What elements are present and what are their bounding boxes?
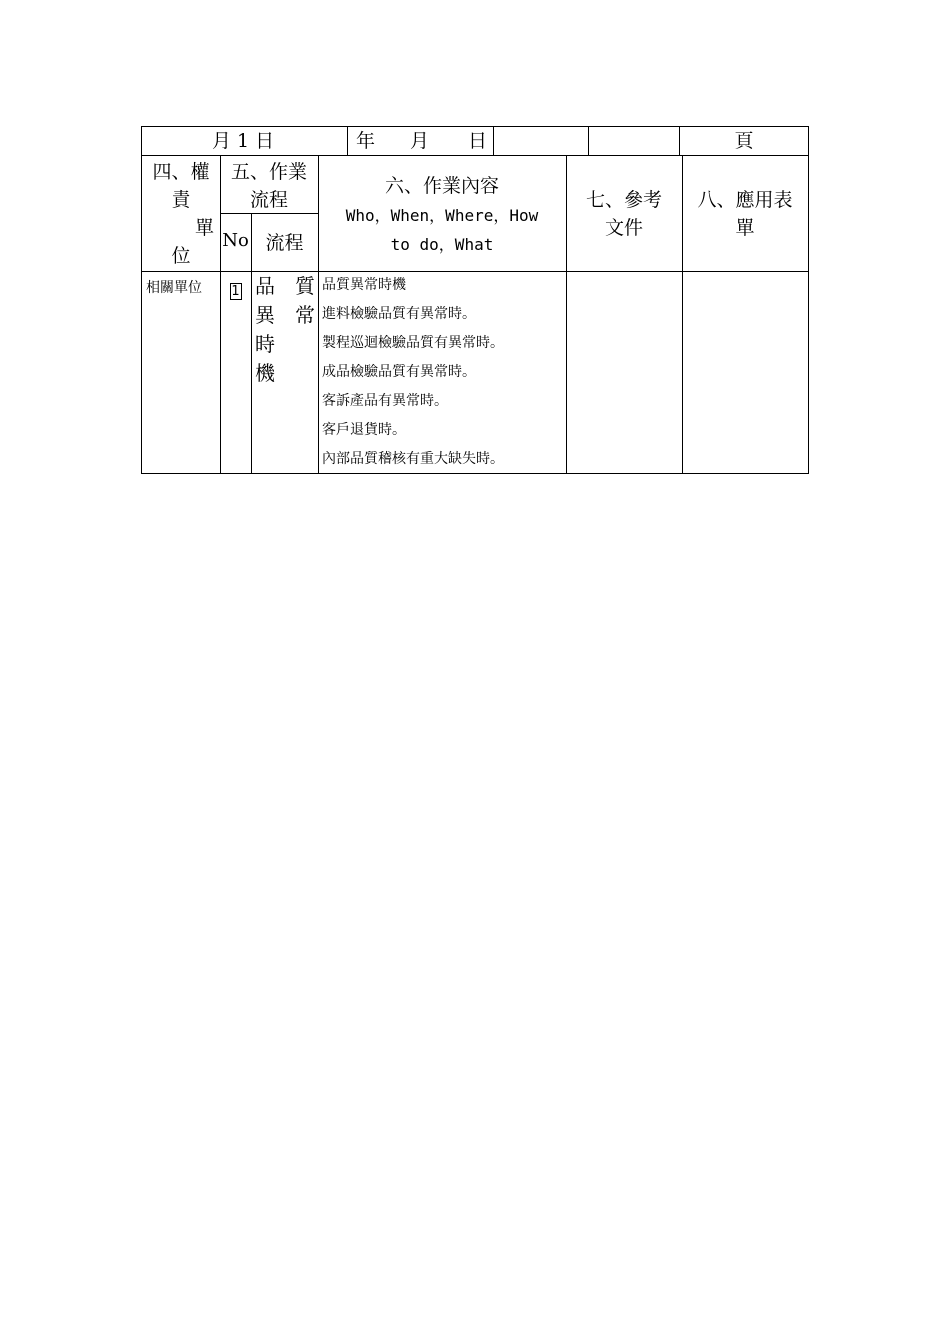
row-flow	[255, 272, 318, 388]
content-line: 品質異常時機	[322, 277, 406, 293]
header-empty-cell	[494, 127, 589, 155]
content-line: 客戶退貨時。	[322, 422, 406, 438]
content-line: 進料檢驗品質有異常時。	[322, 306, 476, 322]
col8-line1: 八、應用表	[697, 189, 793, 211]
flow-line4: 機	[255, 361, 275, 385]
header-empty-cell	[589, 127, 680, 155]
col-reference-heading	[566, 186, 682, 242]
header-month: 月	[410, 130, 430, 152]
header-date: 月 1 日	[142, 127, 348, 155]
col-flow-heading	[220, 158, 318, 214]
col6-line1: 六、作業內容	[384, 175, 499, 197]
row-form	[682, 272, 808, 472]
col6-line3: to do，What	[390, 235, 494, 254]
col4-line3: 單	[194, 217, 214, 239]
col-responsibility-heading	[142, 158, 220, 270]
procedure-form	[141, 126, 809, 474]
content-line: 製程巡迴檢驗品質有異常時。	[322, 335, 504, 351]
col-flow-subheading: 流程	[265, 232, 304, 254]
col4-line1: 四、權	[152, 161, 210, 183]
header-year: 年	[356, 130, 376, 152]
col-form-heading	[682, 186, 808, 242]
col7-line2: 文件	[604, 217, 643, 239]
col4-line2: 責	[171, 189, 191, 211]
content-line: 成品檢驗品質有異常時。	[322, 364, 476, 380]
flow-line3: 時	[255, 332, 275, 356]
form-body	[141, 156, 809, 474]
col-content-heading	[318, 172, 566, 259]
content-line: 內部品質稽核有重大缺失時。	[322, 451, 504, 467]
col5-line1: 五、作業	[230, 161, 307, 183]
col4-line4: 位	[171, 245, 191, 267]
row-content	[322, 271, 566, 474]
col8-line2: 單	[735, 217, 755, 239]
row-no-cell	[220, 278, 251, 300]
header-day: 日	[468, 130, 488, 152]
header-page: 頁	[734, 130, 754, 152]
header-ymd	[348, 127, 494, 155]
flow-line1: 品 質	[255, 274, 315, 298]
col7-line1: 七、參考	[585, 189, 662, 211]
col-no-heading: No	[222, 230, 249, 251]
form-header-row	[141, 126, 809, 156]
row-reference	[566, 272, 682, 472]
col5-line2: 流程	[249, 189, 288, 211]
flow-line2: 異 常	[255, 303, 315, 327]
col6-line2: Who，When，Where，How	[345, 206, 539, 225]
content-line: 客訴產品有異常時。	[322, 393, 448, 409]
row-no: 1	[231, 284, 240, 299]
row-unit: 相關單位	[146, 280, 202, 296]
